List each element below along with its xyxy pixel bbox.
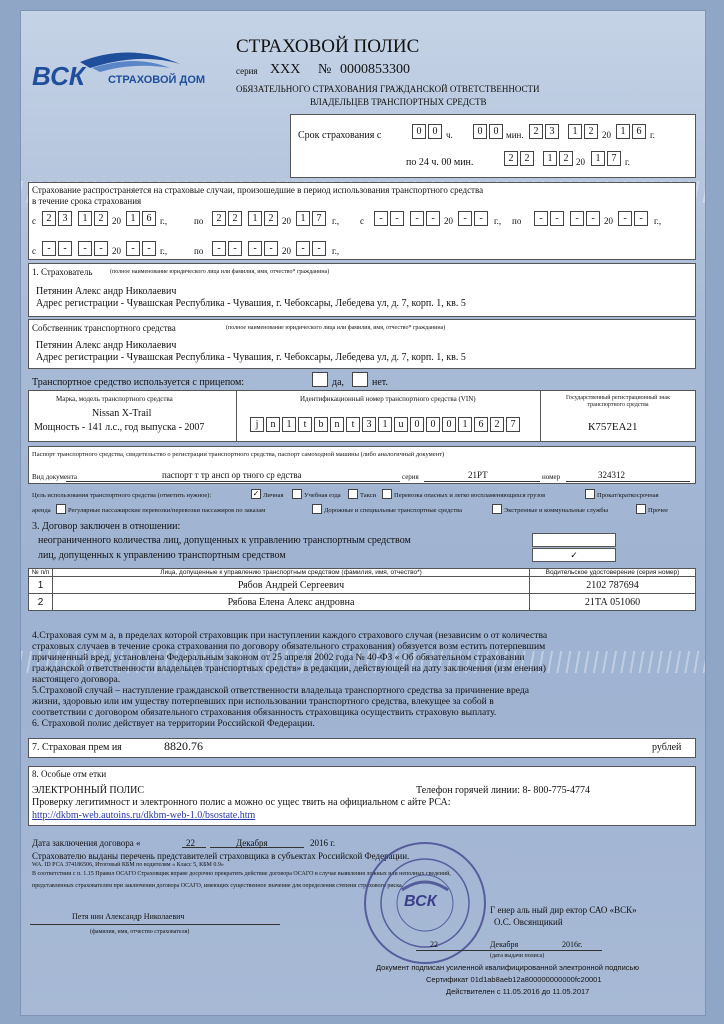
month-cell: 1 xyxy=(543,151,557,166)
vin-cell: 1 xyxy=(378,417,392,432)
drivers-label: 3. Договор заключен в отношении: xyxy=(32,521,181,532)
date-cell: - xyxy=(42,241,56,256)
vin-cell: 0 xyxy=(442,417,456,432)
period-to-label: по xyxy=(194,216,204,226)
year-prefix: 20 xyxy=(282,246,291,256)
series-value: XXX xyxy=(270,62,301,77)
signature-hint: (фамилия, имя, отчество страхователя) xyxy=(90,929,190,935)
date-cell: - xyxy=(264,241,278,256)
issued-text: Страхователю выданы перечень представителей страховщика в субъектах Российской Федерации. xyxy=(32,851,410,861)
purpose-label: Цель использования транспортного средства (отметить нужное): xyxy=(32,492,212,499)
period-to-label: по xyxy=(512,216,522,226)
period-g-label: г., xyxy=(160,216,168,226)
date-cell: - xyxy=(634,211,648,226)
underline xyxy=(566,481,690,482)
date-cell: - xyxy=(312,241,326,256)
date-cell: - xyxy=(410,211,424,226)
date-cell: - xyxy=(228,241,242,256)
purpose-personal-checkbox[interactable]: ✓ xyxy=(252,489,260,498)
rules-note: В соответствии с п. 1.15 Правил ОСАГО Страховщик вправе досрочно прекратить действие договора ОСАГО в случае выявления ложных или неполных сведений, xyxy=(32,871,451,877)
logo-subtext: СТРАХОВОЙ ДОМ xyxy=(108,74,206,86)
divider xyxy=(236,390,237,442)
doc-label: Паспорт транспортного средства, свидетельство о регистрации транспортного средства, паспорт самоходной машины (либо аналогичный документ) xyxy=(32,451,445,458)
check-text: Проверку легитимност и электронного полис а можно ос ущес твить на официальном с айте РСА: xyxy=(32,797,451,808)
insurer-address: Адрес регистрации - Чувашская Республика - Чувашия, г. Чебоксары, Лебедева ул, д. 7, корп. 1, кв. 5 xyxy=(36,298,466,309)
date-cell: 6 xyxy=(142,211,156,226)
driver-license: 21ТА 051060 xyxy=(530,594,696,611)
vin-cell: b xyxy=(314,417,328,432)
year-prefix: 20 xyxy=(602,130,611,140)
wa-id: WA. ID РСА 374186506, Итоговый КБМ по водителям « Класс 5, КБМ 0.9» xyxy=(32,862,224,868)
purpose-item: Регулярные пассажирские перевозки/перевозки пассажиров по заказам xyxy=(68,507,266,514)
reg-label: Государственный регистрационный знак транспортного средства xyxy=(565,395,671,408)
date-cell: 2 xyxy=(228,211,242,226)
underline xyxy=(182,847,206,848)
date-cell: - xyxy=(94,241,108,256)
date-cell: - xyxy=(58,241,72,256)
certificate-validity: Действителен с 11.05.2016 до 11.05.2017 xyxy=(446,987,590,996)
purpose-item: Дорожные и специальные транспортные средства xyxy=(324,507,463,514)
date-cell: - xyxy=(586,211,600,226)
terms-line: причиненный вред, установлена Федеральным законом от 25 апреля 2002 года № 40-ФЗ « Об обязательном страховании xyxy=(32,652,525,663)
date-cell: 1 xyxy=(126,211,140,226)
premium-value: 8820.76 xyxy=(164,739,203,753)
doc-type-label: Вид документа xyxy=(32,473,78,481)
doc-series: 21РТ xyxy=(468,470,488,480)
vin-cell: 6 xyxy=(474,417,488,432)
terms-line: соответствии с договором обязательного страхования обязанность страховщика осуществить страховую выплату. xyxy=(32,707,497,718)
month-cell: 1 xyxy=(568,124,582,139)
drivers-limited: лиц, допущенных к управлению транспортным средством xyxy=(38,550,286,561)
purpose-checkbox[interactable] xyxy=(382,489,392,499)
premium-label: 7. Страховая прем ия xyxy=(32,742,122,753)
model-label: Марка, модель транспортного средства xyxy=(56,395,173,403)
vin-cell: 3 xyxy=(362,417,376,432)
doc-type: паспорт т тр ансп ор тного ср едства xyxy=(162,470,302,480)
year-prefix: 20 xyxy=(112,216,121,226)
vehicle-power: Мощность - 141 л.с., год выпуска - 2007 xyxy=(34,422,205,433)
purpose-checkbox[interactable] xyxy=(348,489,358,499)
month-cell: 2 xyxy=(559,151,573,166)
period-g-label: г., xyxy=(494,216,502,226)
date-cell: - xyxy=(390,211,404,226)
date-cell: 7 xyxy=(312,211,326,226)
date-cell: 2 xyxy=(94,211,108,226)
owner-name: Петянин Алекс андр Николаевич xyxy=(36,340,177,351)
hour-cell: 0 xyxy=(428,124,442,139)
divider xyxy=(540,390,541,442)
doc-series-label: серия xyxy=(402,473,419,481)
vin-cell: t xyxy=(298,417,312,432)
vin-cell: 7 xyxy=(506,417,520,432)
year-prefix: 20 xyxy=(444,216,453,226)
period-g-label: г., xyxy=(160,246,168,256)
col-number: № п/п xyxy=(29,569,53,577)
minute-label: мин. xyxy=(506,130,524,140)
doc-number: 324312 xyxy=(598,470,625,480)
col-name: Лица, допущенные к управлению транспортным средством (фамилия, имя, отчество*) xyxy=(53,569,530,577)
policy-subtitle: ОБЯЗАТЕЛЬНОГО СТРАХОВАНИЯ ГРАЖДАНСКОЙ ОТВЕТСТВЕННОСТИ xyxy=(236,84,540,94)
purpose-item: Экстренные и коммунальные службы xyxy=(504,507,608,514)
terms-line: 5.Страховой случай – наступление гражданской ответственности владельца транспортного средства за причинение вреда xyxy=(32,685,530,696)
date-cell: 2 xyxy=(212,211,226,226)
vin-cell: j xyxy=(250,417,264,432)
vin-cell: 1 xyxy=(282,417,296,432)
vin-cell: 0 xyxy=(426,417,440,432)
col-license: Водительское удостоверение (серия номер) xyxy=(530,569,696,577)
hour-cell: 0 xyxy=(412,124,426,139)
contract-year: 2016 г. xyxy=(310,838,336,848)
table-header xyxy=(29,569,696,577)
year-prefix: 20 xyxy=(282,216,291,226)
drivers-unlimited: неограниченного количества лиц, допущенных к управлению транспортным средством xyxy=(38,535,411,546)
year-prefix: 20 xyxy=(576,157,585,167)
doc-number-label: номер xyxy=(542,473,561,481)
certificate: Сертификат 01d1ab8aeb12a800000000000fc20001 xyxy=(426,975,602,984)
premium-box xyxy=(28,738,696,758)
policy-title: СТРАХОВОЙ ПОЛИС xyxy=(236,36,420,57)
trailer-no-label: нет. xyxy=(372,377,388,388)
period-text: в течение срока страхования xyxy=(32,196,142,206)
minute-cell: 0 xyxy=(473,124,487,139)
vsk-logo xyxy=(30,44,230,100)
terms-line: 4.Страховая сум м а, в пределах которой страховщик при наступлении каждого страхового случая (независим о от количества xyxy=(32,630,548,641)
year-cell: 1 xyxy=(591,151,605,166)
insurer-hint: (полное наименование юридического лица или фамилия, имя, отчество* гражданина) xyxy=(110,269,330,275)
year-label: г. xyxy=(650,130,655,140)
stamp-text: ВСК xyxy=(404,893,437,910)
term-label: Срок страхования с xyxy=(298,130,382,141)
contract-date-label: Дата заключения договора « xyxy=(32,838,141,848)
year-prefix: 20 xyxy=(604,216,613,226)
vin-cell: u xyxy=(394,417,408,432)
underline xyxy=(416,950,602,951)
purpose-item: Личная xyxy=(263,492,284,499)
row-number: 2 xyxy=(29,594,53,611)
underline xyxy=(424,481,540,482)
driver-name: Рябов Андрей Сергеевич xyxy=(53,577,530,594)
purpose-line2-prefix: аренда xyxy=(32,507,51,514)
purpose-item: Перевозка опасных и легко воспламеняющихся грузов xyxy=(394,492,546,499)
date-cell: - xyxy=(212,241,226,256)
vin-cell: 1 xyxy=(458,417,472,432)
date-cell: 3 xyxy=(58,211,72,226)
year-cell: 1 xyxy=(616,124,630,139)
day-cell: 3 xyxy=(545,124,559,139)
date-cell: - xyxy=(78,241,92,256)
vin-label: Идентификационный номер транспортного средства (VIN) xyxy=(300,395,476,403)
trailer-label: Транспортное средство используется с прицепом: xyxy=(32,377,245,388)
number-label: № xyxy=(318,62,332,77)
purpose-checkbox[interactable] xyxy=(492,504,502,514)
underline xyxy=(66,481,400,482)
date-cell: 1 xyxy=(296,211,310,226)
hour-label: ч. xyxy=(446,130,453,140)
terms-text xyxy=(32,630,547,729)
signature-line xyxy=(30,924,280,925)
row-number: 1 xyxy=(29,577,53,594)
driver-name: Рябова Елена Алекс андровна xyxy=(53,594,530,611)
terms-line: гражданской ответственности владельцев транспортных средств» в редакции, действующей на дату заключения (изм енения) xyxy=(32,663,546,674)
day-cell: 2 xyxy=(520,151,534,166)
vin-cell: 2 xyxy=(490,417,504,432)
date-cell: - xyxy=(374,211,388,226)
period-to-label: по xyxy=(194,246,204,256)
date-cell: - xyxy=(248,241,262,256)
trailer-no-checkbox[interactable] xyxy=(352,372,368,387)
date-cell: - xyxy=(126,241,140,256)
issue-date-hint: (дата выдачи полиса) xyxy=(490,953,545,959)
notes-label: 8. Особые отм етки xyxy=(32,769,107,779)
term-to-label: по 24 ч. 00 мин. xyxy=(406,157,474,168)
issue-year: 2016г. xyxy=(562,940,583,949)
purpose-item: Прочее xyxy=(648,507,669,514)
trailer-yes-checkbox[interactable] xyxy=(312,372,328,387)
drivers-table xyxy=(28,568,696,611)
director-title: Г енер аль ный дир ектор САО «ВСК» xyxy=(490,905,637,915)
contract-day: 22 xyxy=(186,838,195,848)
logo-text: ВСК xyxy=(32,61,85,91)
insurer-name: Петянин Алекс андр Николаевич xyxy=(36,286,177,297)
insurer-signature-name: Петя нин Александр Николаевич xyxy=(72,912,185,921)
date-cell: - xyxy=(142,241,156,256)
month-cell: 2 xyxy=(584,124,598,139)
period-text: Страхование распространяется на страховые случаи, произошедшие в период использования транспортного средства xyxy=(32,185,484,195)
series-label: серия xyxy=(236,66,258,76)
purpose-item: Учебная езда xyxy=(304,492,341,499)
hotline: Телефон горячей линии: 8- 800-775-4774 xyxy=(416,785,590,796)
owner-label: Собственник транспортного средства xyxy=(32,323,176,333)
insurer-label: 1. Страхователь xyxy=(32,267,93,277)
year-label: г. xyxy=(625,157,630,167)
owner-address: Адрес регистрации - Чувашская Республика - Чувашия, г. Чебоксары, Лебедева ул, д. 7, корп. 1, кв. 5 xyxy=(36,352,466,363)
day-cell: 2 xyxy=(529,124,543,139)
policy-subtitle: ВЛАДЕЛЬЦЕВ ТРАНСПОРТНЫХ СРЕДСТВ xyxy=(310,97,487,107)
date-cell: 2 xyxy=(42,211,56,226)
date-cell: - xyxy=(534,211,548,226)
period-g-label: г., xyxy=(332,246,340,256)
period-from-label: с xyxy=(32,246,36,256)
purpose-checkbox[interactable] xyxy=(292,489,302,499)
date-cell: - xyxy=(474,211,488,226)
terms-line: настоящего договора. xyxy=(32,674,121,685)
contract-month: Декабря xyxy=(236,838,268,848)
table-row xyxy=(29,577,696,594)
period-from-label: с xyxy=(32,216,36,226)
terms-line: страховых случаев в течение срока страхования по договору обязательного страхования) обязуется возм естить потерпевшим xyxy=(32,641,546,652)
rsa-link[interactable]: http://dkbm-web.autoins.ru/dkbm-web-1.0/bsostate.htm xyxy=(32,810,256,821)
owner-hint: (полное наименование юридического лица или фамилия, имя, отчество* гражданина) xyxy=(226,325,446,331)
date-cell: 1 xyxy=(78,211,92,226)
esign-note: Документ подписан усиленной квалифицированной электронной подписью xyxy=(376,963,640,972)
epolicy-label: ЭЛЕКТРОННЫЙ ПОЛИС xyxy=(32,785,145,796)
date-cell: - xyxy=(550,211,564,226)
premium-unit: рублей xyxy=(652,742,682,753)
terms-line: жизни, здоровью или им уществу потерпевших при использовании транспортного средства, влекущее за собой в xyxy=(32,696,494,707)
purpose-checkbox[interactable] xyxy=(56,504,66,514)
director-name: О.С. Овсянщикий xyxy=(494,917,563,927)
terms-line: 6. Страховой полис действует на территории Российской Федерации. xyxy=(32,718,315,729)
date-cell: - xyxy=(570,211,584,226)
drivers-unlimited-checkbox[interactable] xyxy=(532,533,616,547)
purpose-checkbox[interactable] xyxy=(636,504,646,514)
vin-cell: n xyxy=(330,417,344,432)
purpose-checkbox[interactable] xyxy=(585,489,595,499)
vin-cell: 0 xyxy=(410,417,424,432)
date-cell: - xyxy=(426,211,440,226)
purpose-item: Прокат/краткосрочная xyxy=(597,492,659,499)
day-cell: 2 xyxy=(504,151,518,166)
rules-note: представленных страхователем при заключении договора ОСАГО, имеющих существенное значение для определения степени страхового риска. xyxy=(32,883,404,889)
date-cell: 1 xyxy=(248,211,262,226)
vin-cell: t xyxy=(346,417,360,432)
year-cell: 7 xyxy=(607,151,621,166)
table-row xyxy=(29,594,696,611)
issue-month: Декабря xyxy=(490,940,519,949)
vehicle-reg-plate: К757ЕА21 xyxy=(588,421,638,433)
date-cell: 2 xyxy=(264,211,278,226)
vehicle-model: Nissan X-Trail xyxy=(92,408,152,419)
period-g-label: г., xyxy=(332,216,340,226)
policy-number: 0000853300 xyxy=(340,62,410,77)
date-cell: - xyxy=(458,211,472,226)
minute-cell: 0 xyxy=(489,124,503,139)
date-cell: - xyxy=(296,241,310,256)
year-prefix: 20 xyxy=(112,246,121,256)
purpose-checkbox[interactable] xyxy=(312,504,322,514)
period-g-label: г., xyxy=(654,216,662,226)
drivers-limited-checkbox[interactable]: ✓ xyxy=(532,548,616,562)
purpose-item: Такси xyxy=(360,492,377,499)
issue-day: 22 xyxy=(430,940,438,949)
year-cell: 6 xyxy=(632,124,646,139)
driver-license: 2102 787694 xyxy=(530,577,696,594)
trailer-yes-label: да, xyxy=(332,377,345,388)
date-cell: - xyxy=(618,211,632,226)
vin-cell: n xyxy=(266,417,280,432)
period-from-label: с xyxy=(360,216,364,226)
